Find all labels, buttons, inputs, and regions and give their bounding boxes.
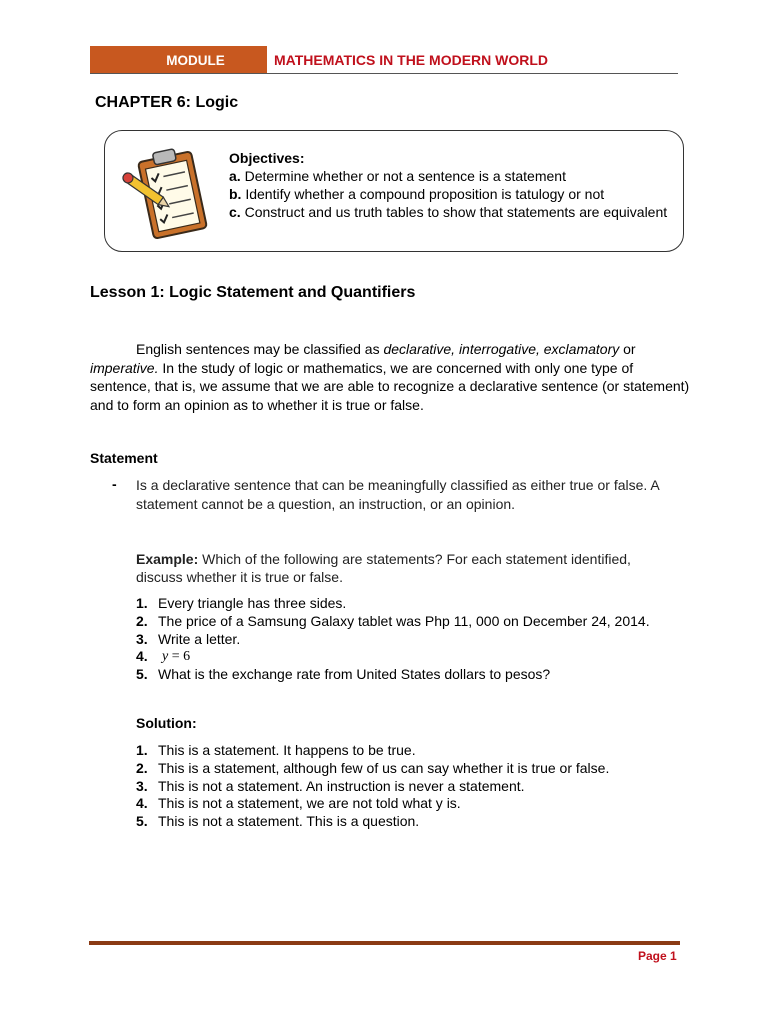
module-label: MODULE [90,46,267,74]
example-prompt: Example: Which of the following are statements? For each statement identified, discuss whether it is true or false. [136,551,631,585]
list-item: 3. Write a letter. [136,630,241,647]
list-item: 5. What is the exchange rate from United States dollars to pesos? [136,666,551,683]
objective-item: b. Identify whether a compound proposition is tatulogy or not [229,186,605,202]
solution-heading: Solution: [136,715,197,731]
equation: y = 6 [162,649,191,665]
objectives-heading: Objectives: [229,150,305,166]
list-item: 4. y = 6 [136,648,676,666]
bullet-dash: - [112,476,117,492]
objective-item: c. Construct and us truth tables to show that statements are equivalent [229,204,668,220]
clipboard-checklist-icon [118,143,210,241]
statement-heading: Statement [90,450,158,466]
lesson-title: Lesson 1: Logic Statement and Quantifiers [90,284,416,301]
list-item: 4. This is not a statement, we are not told what y is. [136,795,461,812]
list-item: 3. This is not a statement. An instruction is never a statement. [136,777,525,794]
list-item: 1. Every triangle has three sides. [136,595,347,611]
solution-list [136,742,676,831]
example-list [136,595,676,684]
intro-paragraph: English sentences may be classified as declarative, interrogative, exclamatory or imperative. In the study of logic or mathematics, we are concerned with only one type of sentence, that is, we assume that we are able to recognize a declarative sentence (or statement) and to form an opinion as to whether it is true or false. [90,341,690,413]
objectives-list [229,149,669,221]
objective-item: a. Determine whether or not a sentence is a statement [229,168,566,184]
page-number: Page 1 [638,949,677,963]
list-item: 2. The price of a Samsung Galaxy tablet was Php 11, 000 on December 24, 2014. [136,612,650,629]
list-item: 2. This is a statement, although few of us can say whether it is true or false. [136,759,610,776]
footer-divider [89,941,680,945]
statement-definition: Is a declarative sentence that can be meaningfully classified as either true or false. A statement cannot be a question, an instruction, or an opinion. [136,477,659,512]
module-title: MATHEMATICS IN THE MODERN WORLD [274,52,549,68]
chapter-title: CHAPTER 6: Logic [95,94,239,111]
header-divider [90,73,678,74]
list-item: 1. This is a statement. It happens to be true. [136,742,416,758]
list-item: 5. This is not a statement. This is a question. [136,813,420,830]
